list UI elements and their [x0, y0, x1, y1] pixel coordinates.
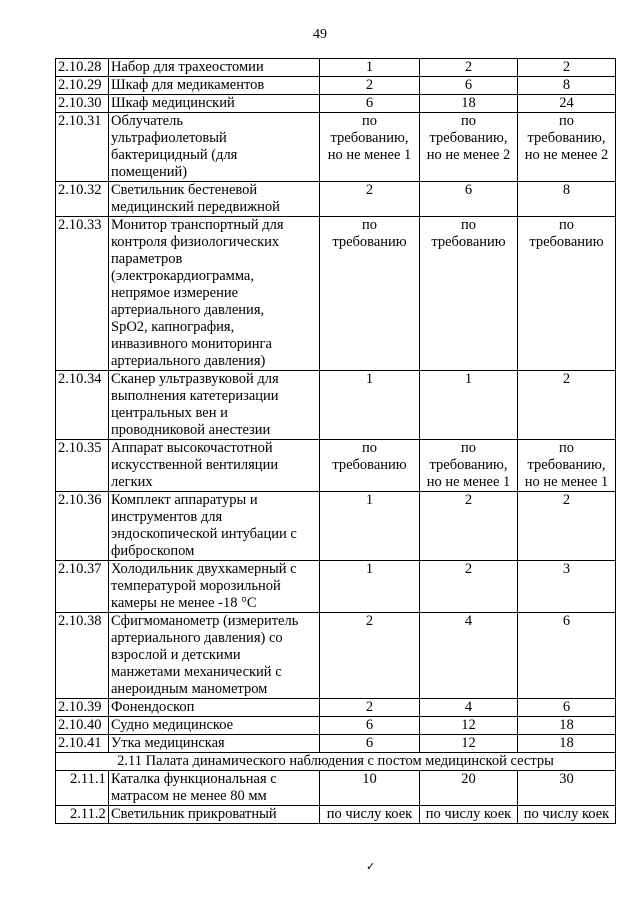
row-number: 2.10.36	[56, 492, 109, 561]
item-name-line: Светильник прикроватный	[111, 806, 277, 822]
item-name-line: Каталка функциональная с	[111, 771, 277, 787]
quantity-col-1-line: 1	[365, 492, 374, 508]
quantity-col-2	[420, 95, 518, 113]
quantity-col-1-line: 1	[365, 561, 374, 577]
item-name-line: SpO2, капнография,	[111, 319, 235, 335]
quantity-col-2	[420, 59, 518, 77]
item-name	[109, 613, 320, 699]
row-number: 2.10.34	[56, 371, 109, 440]
quantity-col-3-line: по	[558, 440, 574, 456]
quantity-col-2	[420, 561, 518, 613]
item-name	[109, 217, 320, 371]
item-name-line: ультрафиолетовый	[111, 130, 227, 146]
item-name-line: Утка медицинская	[111, 735, 225, 751]
quantity-col-3	[518, 77, 616, 95]
item-name-line: помещений)	[111, 164, 188, 180]
item-name	[109, 440, 320, 492]
quantity-col-1-line: требованию	[332, 457, 407, 473]
quantity-col-3-line: 18	[559, 717, 574, 733]
quantity-col-2	[420, 613, 518, 699]
item-name-line: манжетами механический с	[111, 664, 282, 680]
item-name-line: инвазивного мониторинга	[111, 336, 272, 352]
table-row	[56, 440, 616, 492]
quantity-col-3-line: 6	[562, 699, 571, 715]
quantity-col-3	[518, 113, 616, 182]
quantity-col-1	[320, 113, 420, 182]
quantity-col-3	[518, 95, 616, 113]
item-name-line: Фонендоскоп	[111, 699, 195, 715]
quantity-col-2	[420, 440, 518, 492]
quantity-col-3	[518, 806, 616, 824]
quantity-col-1	[320, 59, 420, 77]
item-name-line: Монитор транспортный для	[111, 217, 284, 233]
row-number: 2.10.41	[56, 735, 109, 753]
quantity-col-2-line: 6	[464, 77, 473, 93]
quantity-col-3	[518, 371, 616, 440]
item-name	[109, 492, 320, 561]
quantity-col-2	[420, 77, 518, 95]
item-name	[109, 113, 320, 182]
item-name-line: центральных вен и	[111, 405, 228, 421]
table-row	[56, 77, 616, 95]
section-header-row	[56, 753, 616, 771]
quantity-col-3	[518, 717, 616, 735]
quantity-col-2-line: 2	[464, 59, 473, 75]
item-name-line: Сканер ультразвуковой для	[111, 371, 279, 387]
item-name-line: взрослой и детскими	[111, 647, 241, 663]
quantity-col-1-line: 2	[365, 613, 374, 629]
quantity-col-1	[320, 613, 420, 699]
item-name	[109, 717, 320, 735]
table-row	[56, 771, 616, 806]
quantity-col-3	[518, 699, 616, 717]
item-name-line: искусственной вентиляции	[111, 457, 279, 473]
quantity-col-3	[518, 182, 616, 217]
row-number: 2.10.33	[56, 217, 109, 371]
quantity-col-1	[320, 735, 420, 753]
quantity-col-1	[320, 699, 420, 717]
table-row	[56, 699, 616, 717]
quantity-col-1-line: 6	[365, 95, 374, 111]
quantity-col-1-line: 10	[362, 771, 377, 787]
row-number: 2.10.37	[56, 561, 109, 613]
quantity-col-2-line: 1	[464, 371, 473, 387]
quantity-col-1-line: требованию,	[330, 130, 409, 146]
quantity-col-3-line: по числу коек	[523, 806, 610, 822]
item-name-line: артериального давления)	[111, 353, 266, 369]
table-row	[56, 561, 616, 613]
quantity-col-1	[320, 717, 420, 735]
row-number: 2.10.35	[56, 440, 109, 492]
item-name-line: артериального давления) со	[111, 630, 283, 646]
item-name-line: Шкаф медицинский	[111, 95, 235, 111]
item-name-line: матрасом не менее 80 мм	[111, 788, 267, 804]
item-name	[109, 59, 320, 77]
quantity-col-3-line: 30	[559, 771, 574, 787]
item-name-line: Набор для трахеостомии	[111, 59, 264, 75]
quantity-col-2-line: но не менее 2	[426, 147, 511, 163]
quantity-col-1-line: 6	[365, 717, 374, 733]
quantity-col-1-line: по	[361, 440, 377, 456]
quantity-col-3	[518, 492, 616, 561]
item-name-line: легких	[111, 474, 153, 490]
quantity-col-3-line: требованию	[529, 234, 604, 250]
quantity-col-2-line: по	[460, 217, 476, 233]
table-row	[56, 717, 616, 735]
row-number: 2.10.30	[56, 95, 109, 113]
table-row	[56, 492, 616, 561]
table-row	[56, 806, 616, 824]
item-name	[109, 95, 320, 113]
quantity-col-2-line: требованию,	[429, 130, 508, 146]
row-number: 2.10.38	[56, 613, 109, 699]
quantity-col-1	[320, 806, 420, 824]
item-name-line: Холодильник двухкамерный с	[111, 561, 297, 577]
quantity-col-1-line: по числу коек	[326, 806, 413, 822]
quantity-col-1-line: 2	[365, 77, 374, 93]
quantity-col-2-line: 12	[461, 735, 476, 751]
quantity-col-3	[518, 735, 616, 753]
equipment-table	[55, 58, 616, 824]
item-name-line: фиброскопом	[111, 543, 195, 559]
item-name	[109, 771, 320, 806]
quantity-col-3-line: 2	[562, 371, 571, 387]
quantity-col-1-line: 1	[365, 59, 374, 75]
page-number: 49	[313, 27, 327, 42]
equipment-table-wrapper	[55, 58, 615, 824]
table-row	[56, 371, 616, 440]
quantity-col-2-line: 20	[461, 771, 476, 787]
quantity-col-3-line: 24	[559, 95, 574, 111]
quantity-col-2	[420, 182, 518, 217]
quantity-col-3-line: 2	[562, 492, 571, 508]
quantity-col-1	[320, 440, 420, 492]
quantity-col-2-line: по числу коек	[425, 806, 512, 822]
quantity-col-3-line: требованию,	[527, 130, 606, 146]
row-number: 2.10.31	[56, 113, 109, 182]
quantity-col-2-line: но не менее 1	[426, 474, 511, 490]
quantity-col-3-line: 6	[562, 613, 571, 629]
quantity-col-3-line: 3	[562, 561, 571, 577]
item-name-line: Светильник бестеневой	[111, 182, 258, 198]
quantity-col-1	[320, 492, 420, 561]
quantity-col-2-line: 4	[464, 699, 473, 715]
quantity-col-2	[420, 717, 518, 735]
table-row	[56, 613, 616, 699]
quantity-col-2-line: 12	[461, 717, 476, 733]
item-name	[109, 735, 320, 753]
quantity-col-3-line: по	[558, 217, 574, 233]
table-row	[56, 95, 616, 113]
quantity-col-1-line: 2	[365, 182, 374, 198]
quantity-col-1	[320, 561, 420, 613]
quantity-col-1	[320, 77, 420, 95]
quantity-col-2-line: требованию	[431, 234, 506, 250]
row-number: 2.10.32	[56, 182, 109, 217]
quantity-col-2-line: требованию,	[429, 457, 508, 473]
quantity-col-2-line: 2	[464, 561, 473, 577]
quantity-col-3	[518, 59, 616, 77]
row-number: 2.10.40	[56, 717, 109, 735]
quantity-col-3	[518, 613, 616, 699]
row-number: 2.10.29	[56, 77, 109, 95]
quantity-col-2	[420, 371, 518, 440]
item-name	[109, 182, 320, 217]
section-header: 2.11 Палата динамического наблюдения с постом медицинской сестры	[56, 753, 616, 771]
table-row	[56, 735, 616, 753]
quantity-col-3-line: требованию,	[527, 457, 606, 473]
quantity-col-3-line: 2	[562, 59, 571, 75]
quantity-col-2	[420, 113, 518, 182]
item-name-line: медицинский передвижной	[111, 199, 280, 215]
item-name-line: Аппарат высокочастотной	[111, 440, 273, 456]
item-name-line: Судно медицинское	[111, 717, 234, 733]
row-number: 2.10.39	[56, 699, 109, 717]
item-name-line: Сфигмоманометр (измеритель	[111, 613, 299, 629]
quantity-col-1-line: по	[361, 113, 377, 129]
table-row	[56, 217, 616, 371]
quantity-col-3-line: 8	[562, 77, 571, 93]
item-name-line: Комплект аппаратуры и	[111, 492, 258, 508]
quantity-col-3-line: но не менее 2	[524, 147, 609, 163]
quantity-col-2-line: по	[460, 440, 476, 456]
table-row	[56, 182, 616, 217]
quantity-col-3	[518, 771, 616, 806]
quantity-col-3	[518, 217, 616, 371]
quantity-col-2	[420, 771, 518, 806]
item-name	[109, 699, 320, 717]
quantity-col-2-line: 4	[464, 613, 473, 629]
item-name-line: бактерицидный (для	[111, 147, 238, 163]
quantity-col-3	[518, 440, 616, 492]
item-name-line: контроля физиологических	[111, 234, 280, 250]
quantity-col-2-line: по	[460, 113, 476, 129]
item-name-line: камеры не менее -18 °C	[111, 595, 257, 611]
quantity-col-2	[420, 806, 518, 824]
quantity-col-2-line: 18	[461, 95, 476, 111]
item-name-line: анероидным манометром	[111, 681, 268, 697]
quantity-col-3-line: 8	[562, 182, 571, 198]
quantity-col-3-line: но не менее 1	[524, 474, 609, 490]
item-name	[109, 77, 320, 95]
footer-mark: ✓	[366, 861, 376, 873]
item-name-line: Шкаф для медикаментов	[111, 77, 265, 93]
quantity-col-1-line: по	[361, 217, 377, 233]
quantity-col-3-line: 18	[559, 735, 574, 751]
row-number: 2.11.1	[56, 771, 109, 806]
quantity-col-1-line: 6	[365, 735, 374, 751]
quantity-col-2-line: 2	[464, 492, 473, 508]
quantity-col-3	[518, 561, 616, 613]
quantity-col-1	[320, 217, 420, 371]
item-name-line: параметров	[111, 251, 183, 267]
item-name-line: (электрокардиограмма,	[111, 268, 254, 284]
item-name-line: эндоскопической интубации с	[111, 526, 297, 542]
quantity-col-1-line: но не менее 1	[327, 147, 412, 163]
item-name	[109, 561, 320, 613]
item-name-line: инструментов для	[111, 509, 223, 525]
item-name-line: температурой морозильной	[111, 578, 281, 594]
row-number: 2.11.2	[56, 806, 109, 824]
quantity-col-3-line: по	[558, 113, 574, 129]
table-row	[56, 113, 616, 182]
quantity-col-1	[320, 371, 420, 440]
item-name-line: артериального давления,	[111, 302, 265, 318]
quantity-col-1	[320, 95, 420, 113]
item-name-line: проводниковой анестезии	[111, 422, 271, 438]
table-row	[56, 59, 616, 77]
quantity-col-1-line: 2	[365, 699, 374, 715]
item-name-line: непрямое измерение	[111, 285, 239, 301]
quantity-col-2	[420, 217, 518, 371]
row-number: 2.10.28	[56, 59, 109, 77]
quantity-col-2	[420, 699, 518, 717]
item-name-line: Облучатель	[111, 113, 183, 129]
quantity-col-2	[420, 735, 518, 753]
quantity-col-1	[320, 771, 420, 806]
quantity-col-2	[420, 492, 518, 561]
quantity-col-1-line: 1	[365, 371, 374, 387]
item-name-line: выполнения катетеризации	[111, 388, 279, 404]
quantity-col-1-line: требованию	[332, 234, 407, 250]
quantity-col-2-line: 6	[464, 182, 473, 198]
item-name	[109, 806, 320, 824]
quantity-col-1	[320, 182, 420, 217]
item-name	[109, 371, 320, 440]
